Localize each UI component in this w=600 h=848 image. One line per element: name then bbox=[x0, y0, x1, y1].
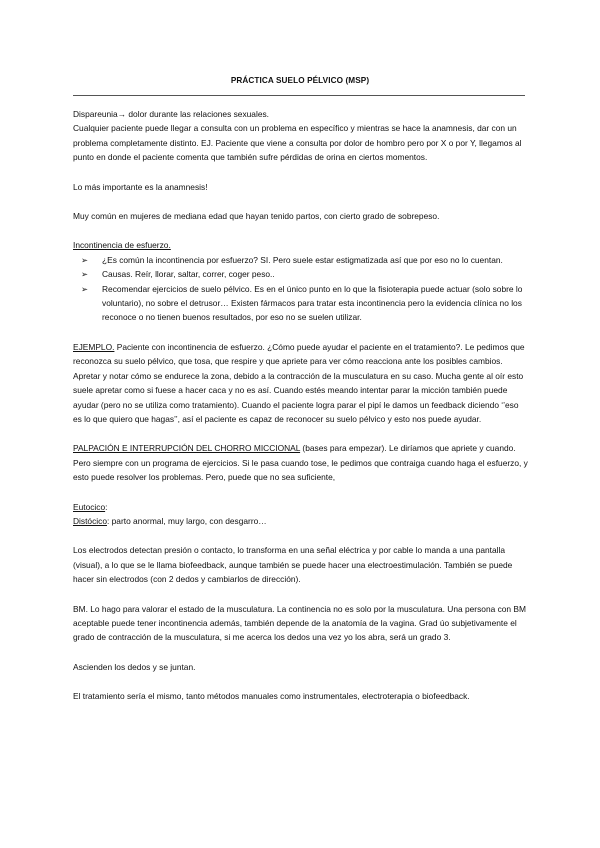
eutocico-suffix: : bbox=[105, 501, 108, 512]
incontinence-heading: Incontinencia de esfuerzo. bbox=[73, 240, 171, 251]
distocico-label: Distócico bbox=[73, 515, 107, 526]
incontinence-list bbox=[73, 253, 529, 325]
anamnesis-importance-paragraph: Lo más importante es la anamnesis! bbox=[73, 181, 208, 192]
title-rule bbox=[73, 95, 525, 96]
list-item-text: Recomendar ejercicios de suelo pélvico. Es en el único punto en lo que la fisioterapia puede actuar (solo sobre lo voluntario), no sobre el detrusor… Existen fármacos para tratar esta incontinencia pero la evidencia clínica no los reconoce o no tienen buenos resultados, por eso no se suelen utilizar. bbox=[102, 283, 523, 323]
example-label: EJEMPLO. bbox=[73, 341, 115, 352]
common-women-paragraph: Muy común en mujeres de mediana edad que hayan tenido partos, con cierto grado de sobrepeso. bbox=[73, 211, 440, 222]
list-item-text: ¿Es común la incontinencia por esfuerzo? SI. Pero suele estar estigmatizada así que por eso no lo cuentan. bbox=[102, 254, 503, 265]
dispareunia-paragraph: Dispareunia→ dolor durante las relaciones sexuales. bbox=[73, 109, 269, 119]
ascienden-paragraph: Ascienden los dedos y se juntan. bbox=[73, 661, 196, 672]
palpation-paragraph bbox=[73, 441, 529, 484]
list-item bbox=[81, 282, 529, 325]
example-text: Paciente con incontinencia de esfuerzo. ¿Cómo puede ayudar el paciente en el tratamiento?. Le pedimos que reconozca su suelo pélvico, que tosa, que respire y que apriete para ver cómo reacciona ante los posibles cambios. Apretar y notar cómo se endurece la zona, debido a la contracción de la musculatura en su caso. Mucha gente al oír esto suele apretar como si fuese a hacer caca y no es así. Cuando estés meando intentar parar la micción también puede ayudar (pero no se utiliza como tratamiento). Cuando el paciente logra parar el pipí le damos un feedback diciendo ‘’eso es lo que quiero que hagas’’, así el paciente es capaz de reconocer su suelo pélvico y esto nos puede ayudar. bbox=[73, 341, 525, 424]
list-item-text: Causas. Reír, llorar, saltar, correr, coger peso.. bbox=[102, 269, 275, 280]
palpation-label: PALPACIÓN E INTERRUPCIÓN DEL CHORRO MICCIONAL bbox=[73, 443, 301, 454]
eutocico-label: Eutocico bbox=[73, 501, 106, 512]
eutocico-line bbox=[73, 500, 529, 514]
arrow-bullet-icon: ➢ bbox=[81, 269, 89, 280]
bm-paragraph: BM. Lo hago para valorar el estado de la musculatura. La continencia no es solo por la musculatura. Una persona con BM aceptable puede tener incontinencia además, también depende de la anatomía de la vagina. Grad úo subjetivamente el grado de contracción de la musculatura, si me acerca los dedos una vez yo los abra, será un grado 3. bbox=[73, 603, 526, 643]
document-title: PRÁCTICA SUELO PÉLVICO (MSP) bbox=[230, 76, 370, 85]
document-body bbox=[73, 107, 529, 704]
example-paragraph bbox=[73, 340, 529, 426]
tratamiento-paragraph: El tratamiento sería el mismo, tanto métodos manuales como instrumentales, electroterapia o biofeedback. bbox=[73, 691, 470, 702]
list-item bbox=[81, 267, 529, 281]
distocico-text: : parto anormal, muy largo, con desgarro… bbox=[106, 515, 267, 526]
arrow-bullet-icon: ➢ bbox=[81, 283, 89, 294]
arrow-bullet-icon: ➢ bbox=[81, 254, 89, 265]
distocico-line bbox=[73, 514, 529, 528]
electrodes-paragraph: Los electrodos detectan presión o contacto, lo transforma en una señal eléctrica y por cable lo manda a una pantalla (visual), a lo que se le llama biofeedback, aunque también se puede hacer una electroestimulación. También se puede hacer sin electrodos (con 2 dedos y cambiarlos de dirección). bbox=[73, 545, 513, 585]
list-item bbox=[81, 253, 529, 267]
palpation-text: (bases para empezar). Le diríamos que apriete y cuando. Pero siempre con un programa de ejercicios. Si le pasa cuando tose, le pedimos que contraiga cuando haga el esfuerzo, y esto puede resolver los problemas. Pero, puede que no sea suficiente, bbox=[73, 443, 528, 483]
anamnesis-intro-paragraph: Cualquier paciente puede llegar a consulta con un problema en específico y mientras se hace la anamnesis, dar con un problema completamente distinto. EJ. Paciente que viene a consulta por dolor de hombro pero por X o por Y, llegamos al punto en donde el paciente comenta que también sufre pérdidas de orina en ciertos momentos. bbox=[73, 123, 522, 163]
